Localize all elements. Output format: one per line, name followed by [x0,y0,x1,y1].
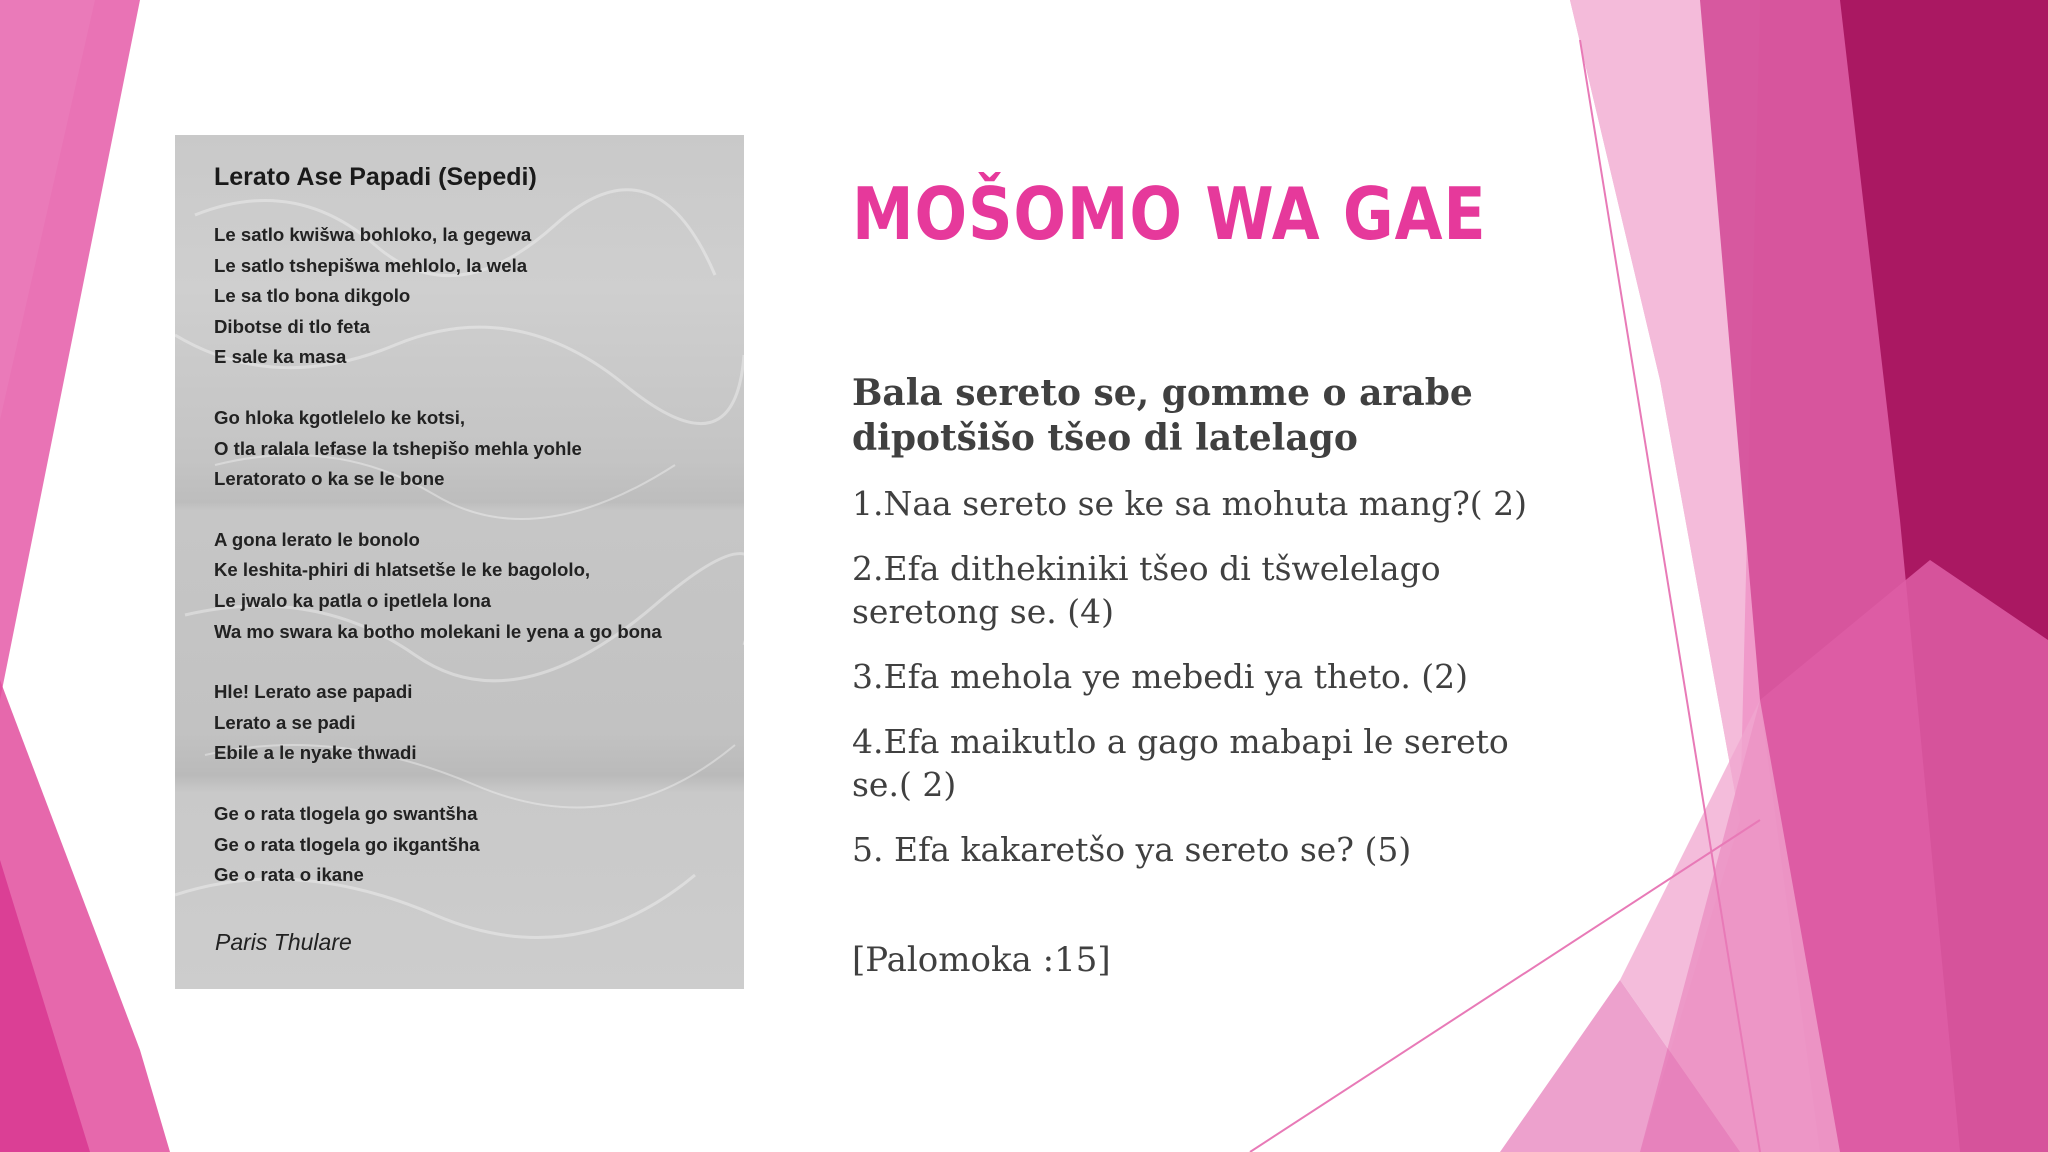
poem-stanza-3 [214,525,706,647]
poem-line: Ge o rata tlogela go ikgantšha [214,833,480,855]
poem-image [175,135,744,989]
poem-line: Hle! Lerato ase papadi [214,681,413,703]
poem-line: Le sa tlo bona dikgolo [214,285,411,307]
total-marks: [Palomoka :15] [852,940,1111,980]
poem-line: Ebile a le nyake thwadi [214,742,417,764]
poem-line: Le jwalo ka patla o ipetlela lona [214,589,491,611]
poem-line: E sale ka masa [214,346,347,368]
poem-author: Paris Thulare [215,929,352,955]
slide-heading: MOŠOMO WA GAE [852,172,1487,256]
poem-stanza-5 [214,799,706,891]
poem-title: Lerato Ase Papadi (Sepedi) [214,163,537,191]
poem-line: A gona lerato le bonolo [214,528,420,550]
question-item: 3.Efa mehola ye mebedi ya theto. (2) [852,657,1469,696]
poem-stanza-2 [214,403,706,495]
poem-line: Ke leshita-phiri di hlatsetše le ke bagololo, [214,559,591,581]
question-item: 4.Efa maikutlo a gago mabapi le sereto se.( 2) [852,722,1509,804]
question-item: 1.Naa sereto se ke sa mohuta mang?( 2) [852,484,1528,523]
poem-stanza-4 [214,677,706,769]
instruction-text: Bala sereto se, gomme o arabe dipotšišo tšeo di latelago [852,372,1473,459]
poem-line: Dibotse di tlo feta [214,315,370,337]
poem-line: O tla ralala lefase la tshepišo mehla yohle [214,437,582,459]
poem-line: Go hloka kgotlelelo ke kotsi, [214,406,466,428]
poem-line: Le satlo tshepišwa mehlolo, la wela [214,254,528,276]
question-item: 2.Efa dithekiniki tšeo di tšwelelago seretong se. (4) [852,549,1441,631]
poem-line: Lerato a se padi [214,711,356,733]
question-item: 5. Efa kakaretšo ya sereto se? (5) [852,830,1412,869]
question-list [852,482,1552,893]
poem-line: Wa mo swara ka botho molekani le yena a go bona [214,620,662,642]
poem-line: Leratorato o ka se le bone [214,468,445,490]
poem-stanza-1 [214,220,706,373]
poem-line: Le satlo kwišwa bohloko, la gegewa [214,224,532,245]
poem-line: Ge o rata tlogela go swantšha [214,802,478,824]
poem-line: Ge o rata o ikane [214,864,364,886]
